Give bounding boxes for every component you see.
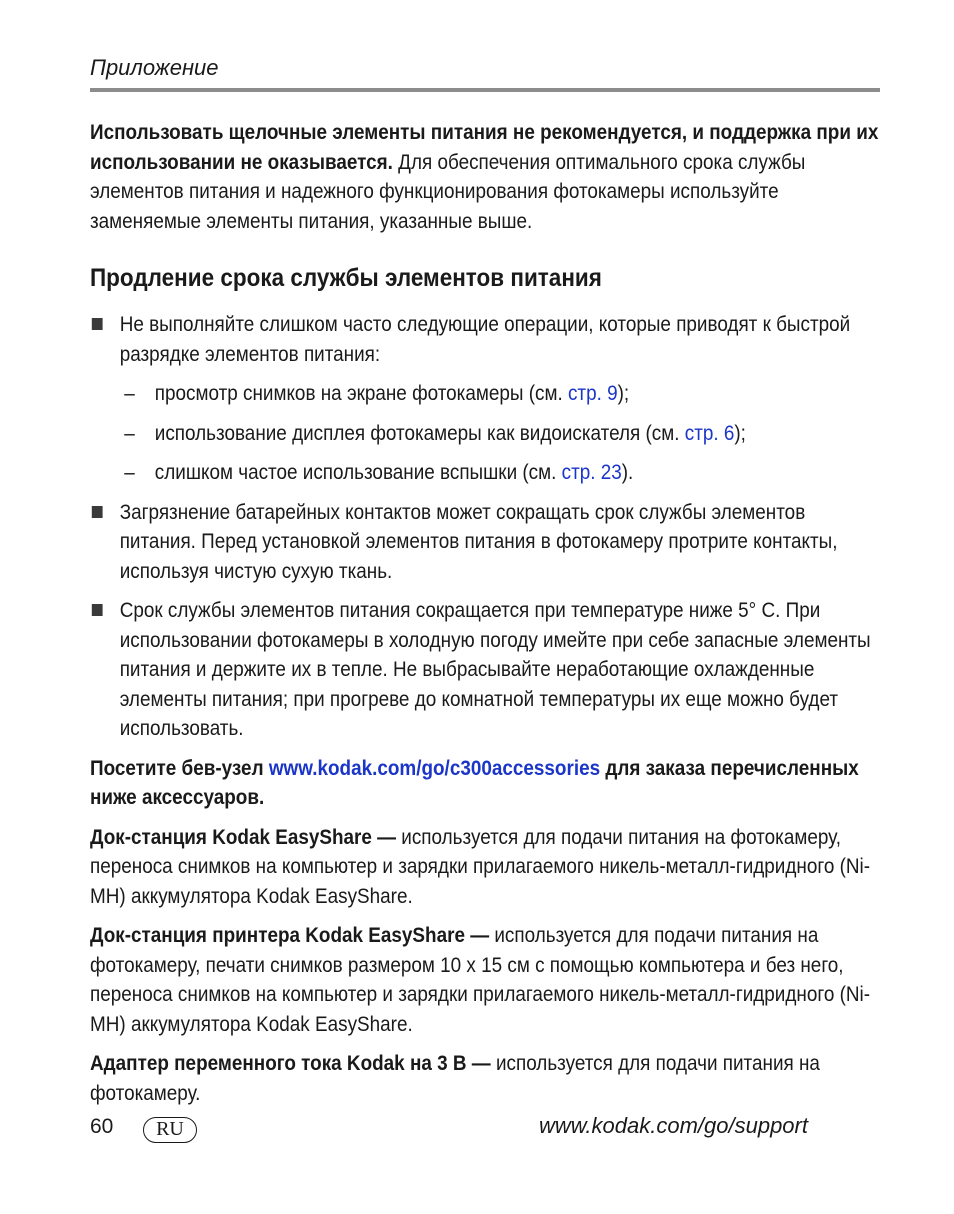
bullet-item-2	[90, 498, 880, 587]
bullet-square-icon	[92, 318, 103, 330]
page-link[interactable]: стр. 6	[684, 421, 735, 445]
bullet-item-1	[90, 310, 880, 369]
bullet-text: Срок службы элементов питания сокращается при температуре ниже 5° С. При использовании фотокамеры в холодную погоду имейте при себе запасные элементы питания и держите их в тепле. Не выбрасывайте неработающие охлажденные элементы питания; при прогреве до комнатной температуры их еще можно будет использовать.	[119, 599, 871, 740]
sub-item-3	[90, 458, 880, 488]
sub-item-tail: );	[617, 382, 630, 405]
accessory-name: Док-станция Kodak EasyShare —	[90, 825, 397, 849]
accessory-desc: используется для подачи питания на фотокамеру.	[90, 1052, 820, 1105]
accessory-desc: используется для подачи питания на фотокамеру, печати снимков размером 10 x 15 см с помощью компьютера и без него, переноса снимков на компьютер и зарядки прилагаемого никель-металл-гидридного (Ni-MH) аккумулятора Kodak EasyShare.	[90, 924, 871, 1036]
dash-mark: –	[124, 382, 135, 405]
accessory-dock	[90, 823, 880, 912]
accessory-printer-dock	[90, 921, 880, 1039]
page-content	[90, 118, 880, 1118]
sub-item-text: слишком частое использование вспышки (см.	[154, 461, 562, 484]
page-number: 60	[90, 1115, 114, 1138]
accessories-link[interactable]: www.kodak.com/go/c300accessories	[268, 756, 601, 780]
accessory-name: Док-станция принтера Kodak EasyShare —	[90, 924, 490, 947]
sub-item-text: просмотр снимков на экране фотокамеры (см.	[154, 382, 568, 405]
sub-item-1	[90, 379, 880, 409]
bullet-square-icon	[92, 604, 103, 616]
intro-warning: Использовать щелочные элементы питания не рекомендуется, и поддержка при их использовании не оказывается.	[90, 121, 879, 174]
sub-item-tail: ).	[621, 461, 634, 484]
page-header-title: Приложение	[90, 55, 219, 80]
sub-item-text: использование дисплея фотокамеры как видоискателя (см.	[154, 421, 685, 445]
section-heading: Продление срока службы элементов питания	[90, 264, 602, 292]
accessory-name: Адаптер переменного тока Kodak на 3 В —	[90, 1052, 491, 1075]
bullet-item-3	[90, 596, 880, 744]
language-badge: RU	[143, 1117, 197, 1143]
page-link[interactable]: стр. 23	[561, 461, 622, 484]
bullet-text: Не выполняйте слишком часто следующие операции, которые приводят к быстрой разрядке элементов питания:	[119, 313, 851, 366]
bullet-text: Загрязнение батарейных контактов может сокращать срок службы элементов питания. Перед установкой элементов питания в фотокамеру протрите контакты, используя чистую сухую ткань.	[119, 500, 838, 583]
intro-paragraph	[90, 118, 880, 236]
sub-item-2	[90, 419, 880, 449]
bullet-square-icon	[92, 506, 103, 518]
accessory-ac-adapter	[90, 1049, 880, 1108]
dash-mark: –	[124, 461, 135, 484]
page-link[interactable]: стр. 9	[567, 382, 618, 405]
visit-tail: для заказа перечисленных ниже аксессуаров.	[90, 756, 859, 809]
header-rule	[90, 88, 880, 92]
visit-text: Посетите бев-узел	[90, 756, 269, 780]
dash-mark: –	[124, 421, 135, 445]
intro-text: Для обеспечения оптимального срока службы элементов питания и надежного функционирования фотокамеры используйте заменяемые элементы питания, указанные выше.	[90, 150, 806, 233]
sub-item-tail: );	[734, 421, 746, 445]
visit-paragraph	[90, 754, 880, 813]
footer-url: www.kodak.com/go/support	[538, 1113, 808, 1138]
accessory-desc: используется для подачи питания на фотокамеру, переноса снимков на компьютер и зарядки прилагаемого никель-металл-гидридного (Ni-MH) аккумулятора Kodak EasyShare.	[90, 825, 871, 908]
